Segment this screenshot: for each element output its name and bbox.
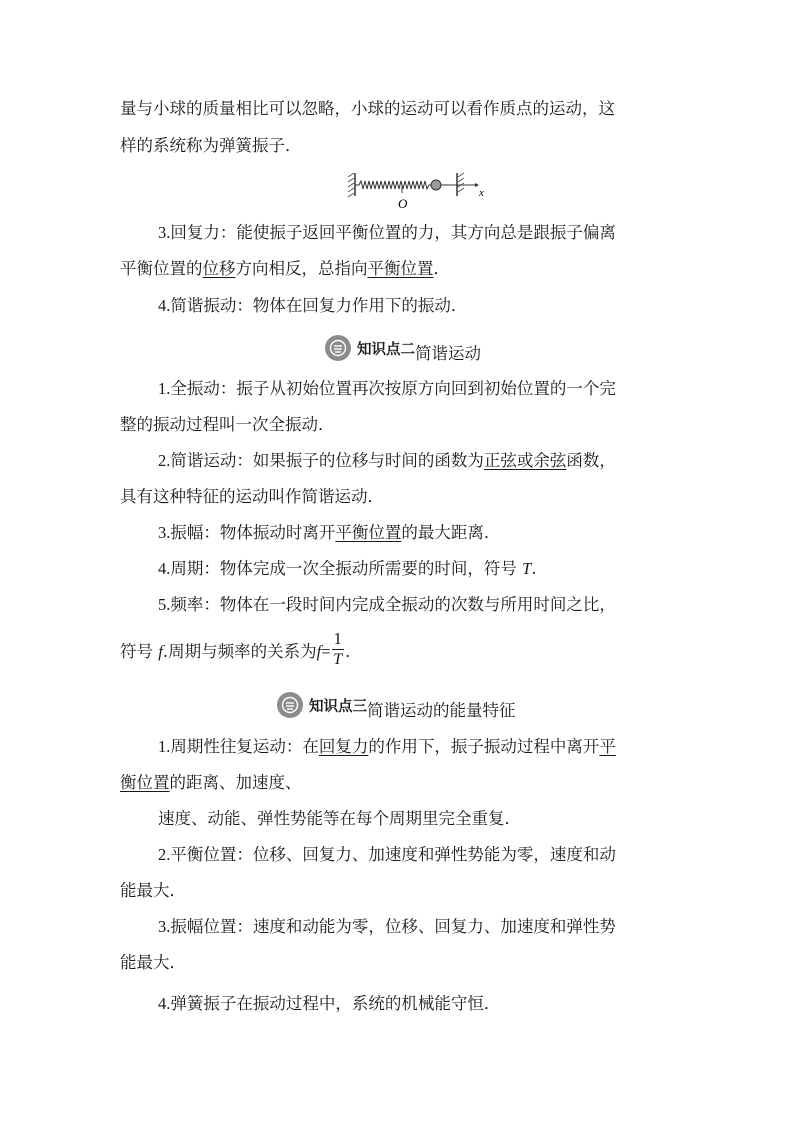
paragraph-text: 速度、动能、弹性势能等在每个周期里完全重复． — [158, 809, 521, 828]
item-number: 1. — [158, 737, 171, 756]
text-line — [120, 763, 794, 803]
list-item — [158, 549, 794, 589]
left-wall — [348, 173, 355, 197]
text-run: 平衡位置的 — [120, 259, 203, 278]
list-item — [158, 585, 794, 625]
heading-title: 简谐运动 — [415, 344, 481, 363]
section-heading — [277, 688, 516, 722]
spring-oscillator-figure — [345, 170, 485, 212]
underlined-answer: 平衡位置 — [367, 259, 434, 278]
text-run: . — [531, 559, 537, 578]
text-run: ． — [433, 259, 450, 278]
text-line — [120, 628, 794, 672]
list-item — [158, 369, 794, 409]
paragraph-text: 全振动：振子从初始位置再次按原方向回到初始位置的一个完 — [170, 379, 616, 398]
underlined-answer: 位移 — [202, 259, 236, 278]
symbol-T: T — [522, 559, 532, 578]
paragraph-text: 平衡位置：位移、回复力、加速度和弹性势能为零，速度和动 — [170, 845, 616, 864]
text-run: 周期：物体完成一次全振动所需要的时间，符号 — [170, 559, 523, 578]
item-number: 4. — [158, 296, 171, 315]
paragraph-text: 具有这种特征的运动叫作简谐运动． — [120, 487, 384, 506]
underlined-answer: 回复力 — [318, 737, 369, 756]
text-run: 简谐运动：如果振子的位移与时间的函数为 — [170, 451, 484, 470]
paragraph-text: 整的振动过程叫一次全振动． — [120, 415, 335, 434]
paragraph-text: 能最大． — [120, 953, 186, 972]
text-run: 周期性往复运动：在 — [170, 737, 319, 756]
item-number: 1. — [158, 379, 171, 398]
fraction-numerator: 1 — [333, 628, 342, 648]
text-run: 的作用下，振子振动过程中离开 — [368, 737, 600, 756]
underlined-answer: 衡位置 — [120, 773, 170, 792]
spring-coil — [355, 181, 431, 189]
fraction-denominator: T — [333, 650, 343, 668]
underlined-answer: 平 — [599, 737, 616, 756]
section-heading — [325, 331, 481, 365]
list-item — [158, 835, 794, 875]
list-item — [158, 513, 794, 553]
list-item — [158, 907, 794, 947]
list-item — [158, 984, 794, 1024]
text-line — [158, 799, 794, 839]
knowledge-point-icon — [277, 692, 303, 718]
item-number: 4. — [158, 559, 171, 578]
item-number: 4. — [158, 994, 171, 1013]
text-line — [120, 89, 794, 129]
paragraph-text: 频率：物体在一段时间内完成全振动的次数与所用时间之比， — [170, 595, 616, 614]
text-line — [120, 249, 794, 289]
text-run: 的距离、加速度、 — [169, 773, 302, 792]
paragraph-text: 弹簧振子在振动过程中，系统的机械能守恒． — [170, 994, 501, 1013]
axis-label: x — [479, 187, 484, 199]
item-number: 5. — [158, 595, 171, 614]
item-number: 2. — [158, 451, 171, 470]
formula-equals: = — [321, 642, 331, 661]
paragraph-text: 量与小球的质量相比可以忽略，小球的运动可以看作质点的运动，这 — [120, 99, 615, 118]
paragraph-text: 能最大． — [120, 881, 186, 900]
item-number: 2. — [158, 845, 171, 864]
paragraph-text: 样的系统称为弹簧振子． — [120, 136, 302, 155]
symbol-f: f — [158, 642, 163, 661]
item-number: 3. — [158, 223, 171, 242]
text-run: 的最大距离． — [401, 523, 501, 542]
text-run: 函数， — [566, 451, 616, 470]
list-item — [158, 727, 794, 767]
underlined-answer: 平衡位置 — [335, 523, 402, 542]
paragraph-text: 简谐振动：物体在回复力作用下的振动． — [170, 296, 468, 315]
knowledge-point-icon — [325, 335, 351, 361]
origin-label: O — [398, 196, 408, 211]
text-run: 方向相反，总指向 — [235, 259, 368, 278]
heading-label: 知识点三 — [309, 698, 367, 715]
text-run: . — [345, 642, 351, 661]
text-line — [120, 871, 794, 911]
text-line — [120, 126, 794, 166]
paragraph-text: 回复力：能使振子返回平衡位置的力，其方向总是跟振子偏离 — [170, 223, 616, 242]
heading-title: 简谐运动的能量特征 — [367, 701, 516, 720]
list-item — [158, 441, 794, 481]
underlined-answer: 正弦或余弦 — [483, 451, 567, 470]
text-run: 振幅：物体振动时离开 — [170, 523, 336, 542]
heading-label: 知识点二 — [357, 341, 415, 358]
text-line — [120, 943, 794, 983]
paragraph-text: 振幅位置：速度和动能为零，位移、回复力、加速度和弹性势 — [170, 917, 616, 936]
ball — [431, 180, 441, 190]
list-item — [158, 213, 794, 253]
list-item — [158, 286, 794, 326]
fraction — [332, 630, 345, 668]
text-line — [120, 477, 794, 517]
item-number: 3. — [158, 523, 171, 542]
text-run: .周期与频率的关系为 — [162, 642, 317, 661]
item-number: 3. — [158, 917, 171, 936]
formula-f: f — [316, 642, 322, 661]
text-run: 符号 — [120, 642, 159, 661]
text-line — [120, 405, 794, 445]
